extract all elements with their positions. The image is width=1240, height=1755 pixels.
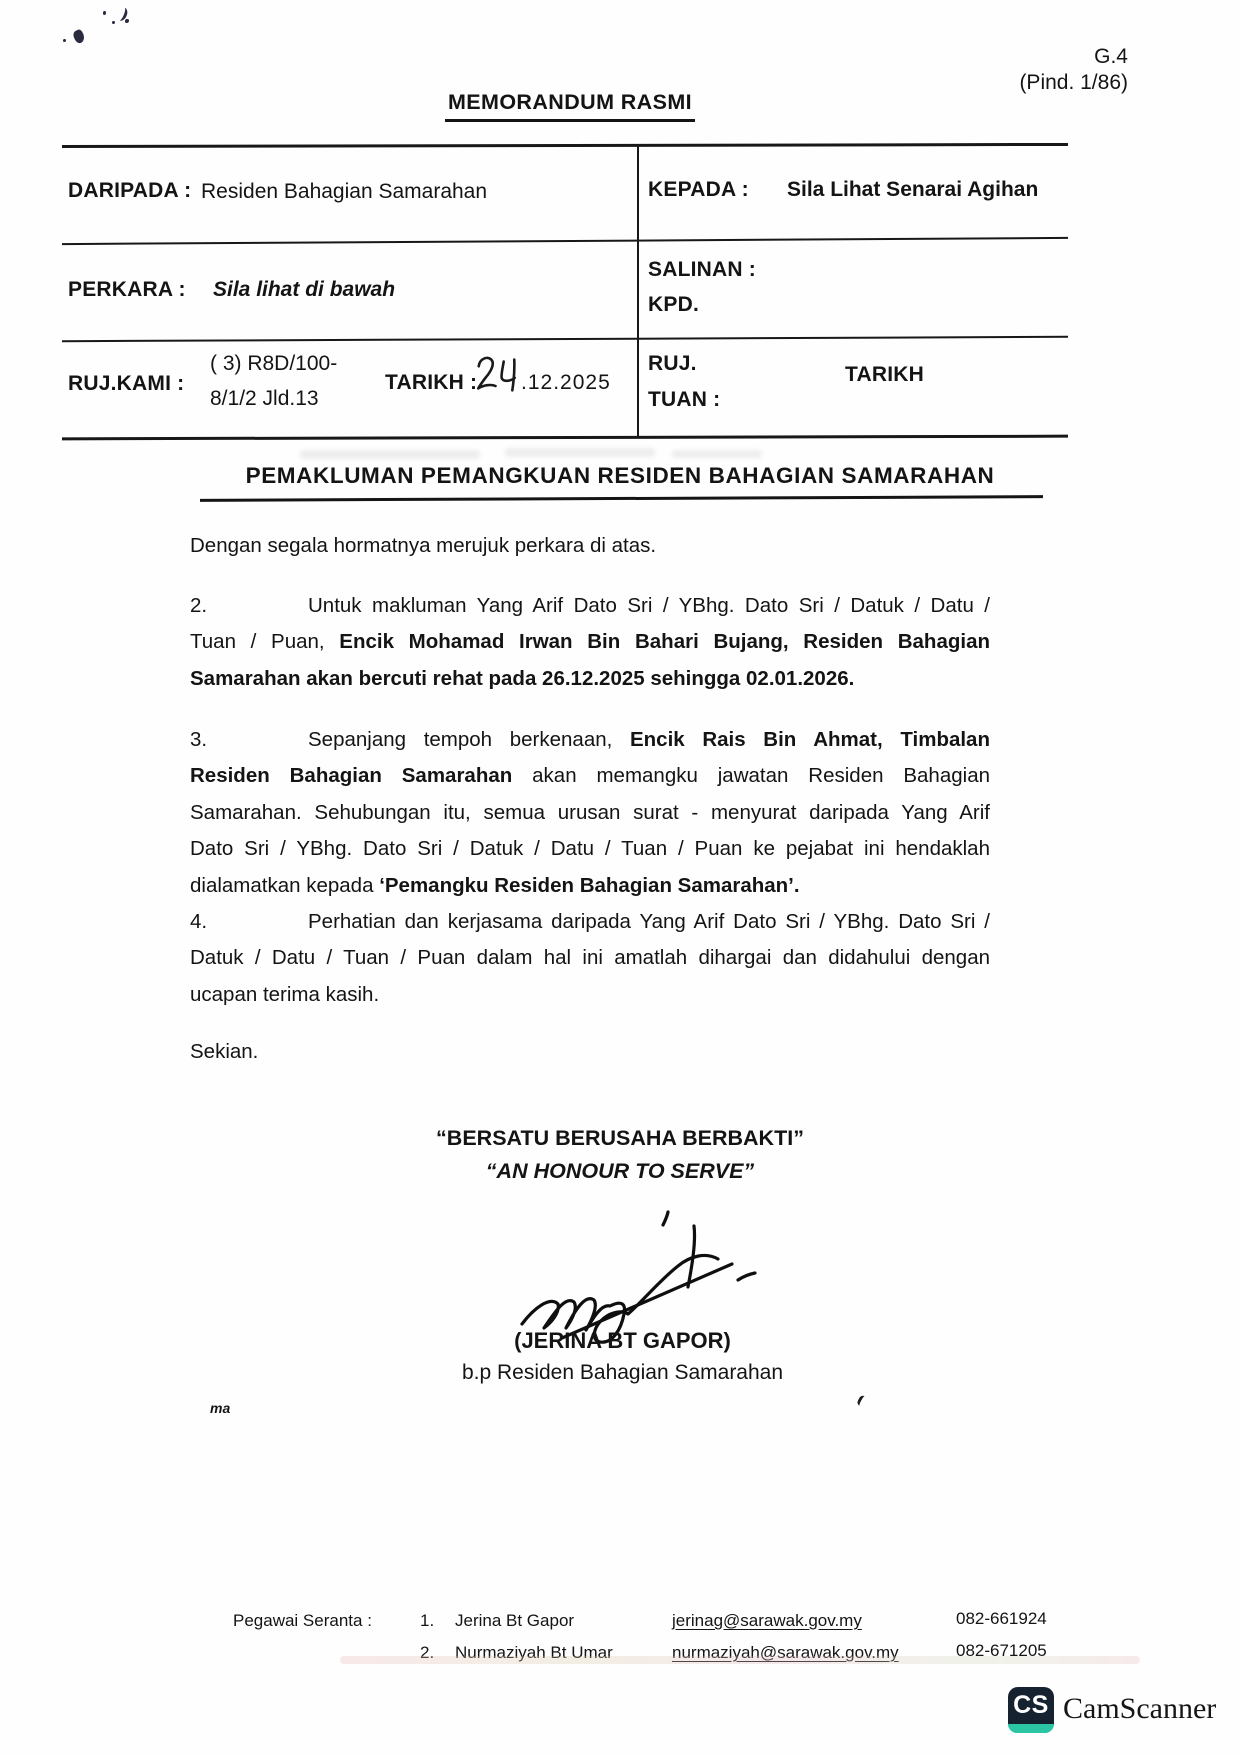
daripada-label: DARIPADA : xyxy=(68,179,192,202)
ruj-tuan-label-line1: RUJ. xyxy=(648,352,697,375)
closing-word: Sekian. xyxy=(190,1040,259,1063)
contact-email: jerinag@sarawak.gov.my xyxy=(672,1611,862,1630)
paragraph-2: 2. Untuk makluman Yang Arif Dato Sri / YBhg. Dato Sri / Datuk / Datu / Tuan / Puan, Encik Mohamad Irwan Bin Bahari Bujang, Residen Bahagian Samarahan akan bercuti rehat pada 26.12.2025 sehingga 02.01.2026. xyxy=(190,594,990,690)
memo-title: MEMORANDUM RASMI xyxy=(170,90,970,122)
ink-speck-icon xyxy=(63,39,66,42)
contact-number: 1. xyxy=(420,1611,435,1630)
form-code: G.4 xyxy=(1094,45,1128,68)
contact-name: Nurmaziyah Bt Umar xyxy=(455,1643,613,1662)
tarikh-label: TARIKH : xyxy=(385,371,478,394)
ink-speck-icon xyxy=(103,11,106,15)
ink-speck-icon xyxy=(125,19,129,23)
ink-speck-icon xyxy=(112,21,115,24)
handwritten-date-day xyxy=(472,351,520,397)
table-row-divider xyxy=(62,237,1068,246)
contact-phone: 082-671205 xyxy=(956,1641,1047,1660)
form-revision: (Pind. 1/86) xyxy=(1019,71,1128,94)
camscanner-brand-text: CamScanner xyxy=(1063,1692,1217,1725)
table-row-divider xyxy=(62,336,1068,343)
cs-logo-initials: CS xyxy=(1013,1691,1049,1719)
salinan-label: SALINAN : xyxy=(648,258,756,281)
daripada-value: Residen Bahagian Samarahan xyxy=(201,180,488,203)
salinan-kpd-label: KPD. xyxy=(648,293,699,316)
signatory-name: (JERINA BT GAPOR) xyxy=(514,1328,731,1353)
scan-bleed-artifact xyxy=(672,450,762,458)
ruj-kami-ref-line1: ( 3) R8D/100- xyxy=(210,352,338,375)
kepada-label: KEPADA : xyxy=(648,178,749,201)
kepada-value: Sila Lihat Senarai Agihan xyxy=(787,178,1039,201)
scan-bleed-artifact xyxy=(505,448,655,457)
tarikh-right-label: TARIKH xyxy=(845,363,924,386)
signatory-on-behalf: b.p Residen Bahagian Samarahan xyxy=(461,1361,784,1384)
paragraph-intro: Dengan segala hormatnya merujuk perkara di atas. xyxy=(190,534,657,557)
footer-label: Pegawai Seranta : xyxy=(233,1611,372,1630)
form-id-block xyxy=(950,44,1128,96)
paragraph-3: 3. Sepanjang tempoh berkenaan, Encik Rais Bin Ahmat, Timbalan Residen Bahagian Samarahan akan memangku jawatan Residen Bahagian Samarahan. Sehubungan itu, semua urusan surat - menyurat daripada Yang Arif Dato Sri / YBhg. Dato Sri / Datuk / Datu / Tuan / Puan ke pejabat ini hendaklah dialamatkan kepada ‘Pemangku Residen Bahagian Samarahan’. xyxy=(190,728,990,897)
table-bottom-border xyxy=(62,435,1068,440)
perkara-value: Sila lihat di bawah xyxy=(213,278,396,301)
typist-initials: ma xyxy=(210,1400,231,1416)
perkara-label: PERKARA : xyxy=(68,278,186,301)
contact-name: Jerina Bt Gapor xyxy=(455,1611,575,1630)
scan-bleed-artifact xyxy=(300,450,480,459)
paragraph-4: 4. Perhatian dan kerjasama daripada Yang Arif Dato Sri / YBhg. Dato Sri / Datuk / Datu / Tuan / Puan dalam hal ini amatlah dihargai dan didahului dengan ucapan terima kasih. xyxy=(190,910,990,1006)
subject-heading: PEMAKLUMAN PEMANGKUAN RESIDEN BAHAGIAN SAMARAHAN xyxy=(245,463,995,488)
ruj-kami-label: RUJ.KAMI : xyxy=(68,372,185,395)
ink-speck-icon xyxy=(856,1394,870,1408)
cs-logo-icon xyxy=(1008,1687,1054,1733)
ink-speck-icon xyxy=(72,28,87,44)
signatory-block xyxy=(420,1328,825,1385)
cs-logo-accent-bar xyxy=(1008,1724,1054,1733)
table-column-divider xyxy=(637,145,639,438)
contact-email: nurmaziyah@sarawak.gov.my xyxy=(672,1643,899,1662)
contact-number: 2. xyxy=(420,1643,435,1662)
ruj-tuan-label-line2: TUAN : xyxy=(648,388,721,411)
motto-block xyxy=(220,1122,1020,1188)
motto-line1: “BERSATU BERUSAHA BERBAKTI” xyxy=(436,1126,804,1150)
scan-smear-artifact xyxy=(340,1656,1140,1664)
motto-line2: “AN HONOUR TO SERVE” xyxy=(485,1159,755,1183)
signature-scribble-icon xyxy=(500,1192,765,1347)
contact-phone: 082-661924 xyxy=(956,1609,1047,1628)
ruj-kami-ref-line2: 8/1/2 Jld.13 xyxy=(210,387,319,410)
table-top-border xyxy=(62,143,1068,148)
tarikh-printed-part: .12.2025 xyxy=(521,371,611,394)
subject-underline xyxy=(200,495,1043,502)
